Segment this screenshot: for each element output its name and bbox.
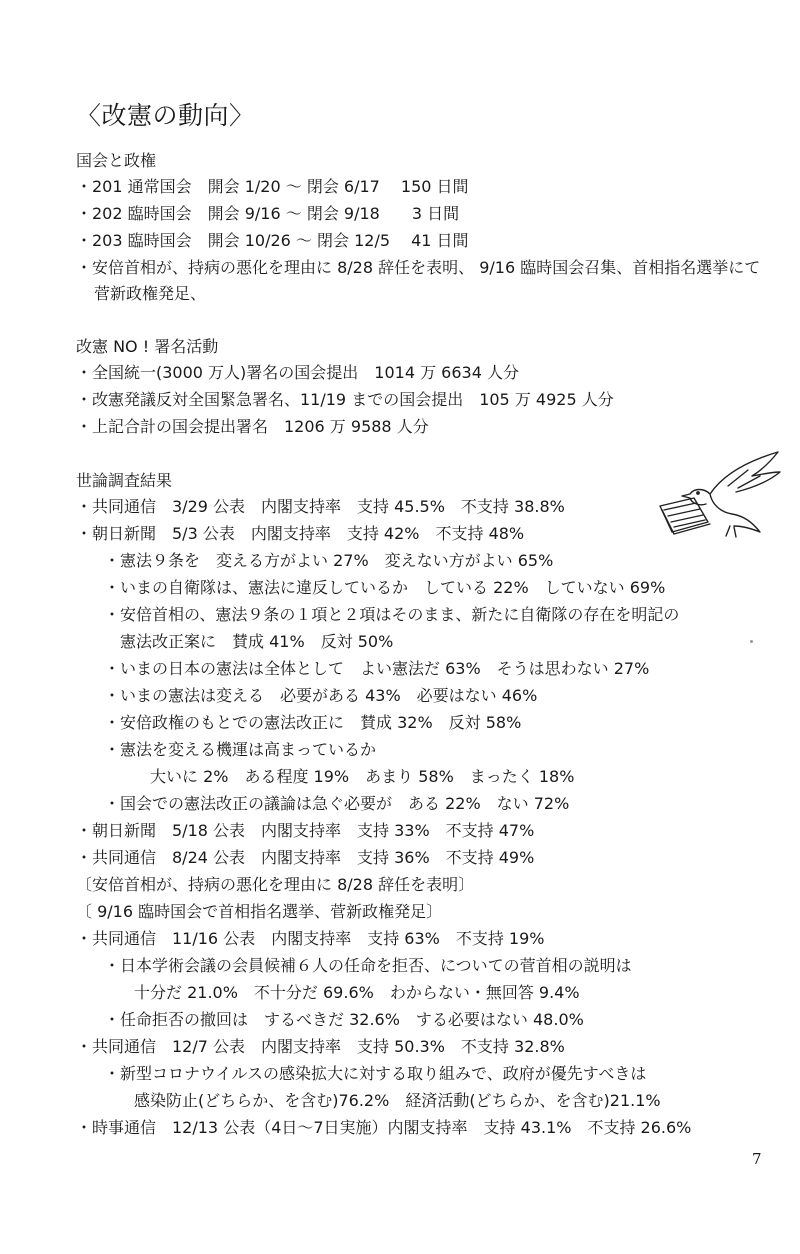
list-item: ・安倍首相が、持病の悪化を理由に 8/28 辞任を表明、 9/16 臨時国会召集、首相指名選挙にて (76, 258, 761, 277)
poll-sub-item: ・いまの憲法は変える 必要がある 43% 必要はない 46% (104, 686, 538, 705)
page-number: 7 (752, 1150, 762, 1168)
poll-entry: ・朝日新聞 5/3 公表 内閣支持率 支持 42% 不支持 48% (76, 524, 525, 543)
poll-sub-item: ・日本学術会議の会員候補６人の任命を拒否、についての菅首相の説明は (104, 956, 632, 975)
poll-entry: ・共同通信 8/24 公表 内閣支持率 支持 36% 不支持 49% (76, 848, 535, 867)
list-item: ・203 臨時国会 開会 10/26 ～ 閉会 12/5 41 日間 (76, 231, 469, 250)
list-item: ・全国統一(3000 万人)署名の国会提出 1014 万 6634 人分 (76, 363, 519, 382)
page-title: 〈改憲の動向〉 (76, 101, 255, 130)
poll-sub-item: ・新型コロナウイルスの感染拡大に対する取り組みで、政府が優先すべきは (104, 1064, 647, 1083)
poll-sub-item-continuation: 十分だ 21.0% 不十分だ 69.6% わからない・無回答 9.4% (134, 983, 580, 1002)
list-item: ・201 通常国会 開会 1/20 ～ 閉会 6/17 150 日間 (76, 177, 469, 196)
section-heading-diet: 国会と政権 (76, 151, 157, 170)
poll-entry: ・共同通信 11/16 公表 内閣支持率 支持 63% 不支持 19% (76, 929, 545, 948)
poll-sub-item: ・任命拒否の撤回は するべきだ 32.6% する必要はない 48.0% (104, 1010, 584, 1029)
poll-sub-item-continuation: 憲法改正案に 賛成 41% 反対 50% (120, 632, 394, 651)
poll-note: 〔 9/16 臨時国会で首相指名選挙、菅新政権発足〕 (76, 902, 443, 921)
poll-entry: ・共同通信 3/29 公表 内閣支持率 支持 45.5% 不支持 38.8% (76, 497, 565, 516)
poll-note: 〔安倍首相が、持病の悪化を理由に 8/28 辞任を表明〕 (76, 875, 475, 894)
poll-sub-item: ・いまの自衛隊は、憲法に違反しているか している 22% していない 69% (104, 578, 666, 597)
poll-sub-item: ・いまの日本の憲法は全体として よい憲法だ 63% そうは思わない 27% (104, 659, 650, 678)
poll-sub-item-continuation: 大いに 2% ある程度 19% あまり 58% まったく 18% (150, 767, 575, 786)
poll-sub-item: ・安倍政権のもとでの憲法改正に 賛成 32% 反対 58% (104, 713, 522, 732)
poll-entry: ・時事通信 12/13 公表（4日～7日実施）内閣支持率 支持 43.1% 不支持 26.6% (76, 1118, 692, 1137)
dove-illustration (652, 448, 784, 540)
poll-sub-item: ・安倍首相の、憲法９条の１項と２項はそのまま、新たに自衛隊の存在を明記の (104, 605, 680, 624)
poll-sub-item-continuation: 感染防止(どちらか、を含む)76.2% 経済活動(どちらか、を含む)21.1% (134, 1091, 661, 1110)
list-item: ・上記合計の国会提出署名 1206 万 9588 人分 (76, 417, 429, 436)
section-heading-polls: 世論調査結果 (76, 471, 173, 490)
poll-sub-item: ・国会での憲法改正の議論は急ぐ必要が ある 22% ない 72% (104, 794, 570, 813)
list-item: ・202 臨時国会 開会 9/16 ～ 閉会 9/18 3 日間 (76, 204, 460, 223)
section-heading-petition: 改憲 NO ! 署名活動 (76, 337, 219, 356)
poll-sub-item: ・憲法９条を 変える方がよい 27% 変えない方がよい 65% (104, 551, 554, 570)
list-item: ・改憲発議反対全国緊急署名、11/19 までの国会提出 105 万 4925 人分 (76, 390, 614, 409)
poll-entry: ・朝日新聞 5/18 公表 内閣支持率 支持 33% 不支持 47% (76, 821, 535, 840)
scan-speck (750, 640, 753, 643)
poll-sub-item: ・憲法を変える機運は高まっているか (104, 740, 377, 759)
list-item-continuation: 菅新政権発足、 (94, 284, 207, 303)
poll-entry: ・共同通信 12/7 公表 内閣支持率 支持 50.3% 不支持 32.8% (76, 1037, 565, 1056)
